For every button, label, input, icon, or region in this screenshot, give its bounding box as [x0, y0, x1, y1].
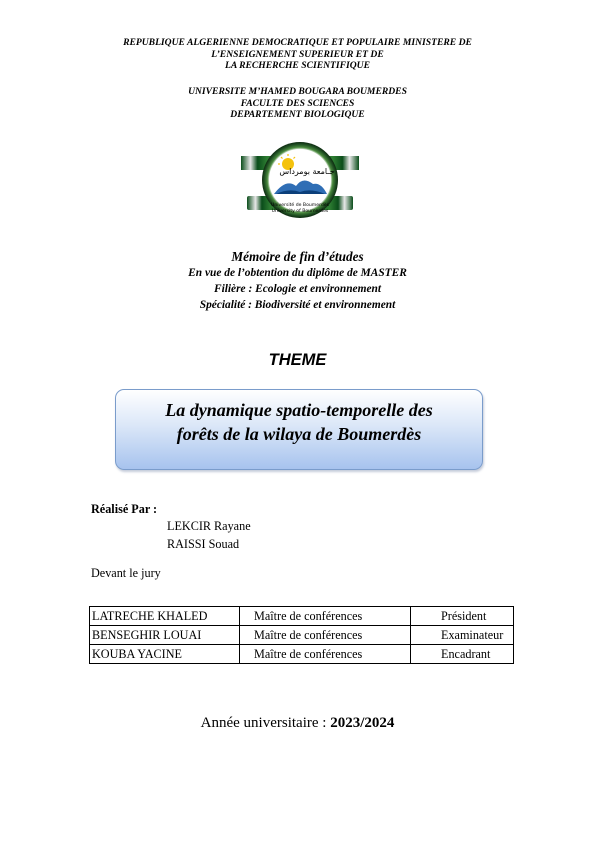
ministry-header: [0, 37, 595, 72]
university-emblem-icon: [241, 138, 359, 230]
university-header: [0, 86, 595, 121]
university-line: UNIVERSITE M’HAMED BOUGARA BOUMERDES: [188, 86, 407, 97]
jury-member-name: BENSEGHIR LOUAI: [90, 626, 240, 645]
logo-caption-line2: University of Boumerdes: [271, 209, 329, 214]
table-row: [90, 645, 514, 664]
jury-member-name: KOUBA YACINE: [90, 645, 240, 664]
thesis-title-box: [115, 389, 483, 470]
author-name: LEKCIR Rayane: [167, 519, 251, 533]
memoire-block: [0, 249, 595, 313]
ministry-line: REPUBLIQUE ALGERIENNE DEMOCRATIQUE ET POPULAIRE MINISTERE DE: [123, 37, 472, 48]
table-row: [90, 607, 514, 626]
jury-member-grade: Maître de conférences: [240, 607, 411, 626]
logo-arabic-text: جـامعة بومرداس: [279, 167, 335, 176]
jury-member-role: Encadrant: [411, 645, 514, 664]
ministry-line: LA RECHERCHE SCIENTIFIQUE: [224, 60, 371, 71]
thesis-title-line: La dynamique spatio-temporelle des: [165, 400, 433, 420]
author-name: RAISSI Souad: [167, 537, 240, 551]
jury-member-role: Président: [411, 607, 514, 626]
jury-member-role: Examinateur: [411, 626, 514, 645]
university-line: DEPARTEMENT BIOLOGIQUE: [230, 109, 365, 120]
theme-heading: THEME: [268, 351, 327, 369]
logo-caption-line1: Université de Boumerdès: [270, 203, 330, 208]
memoire-title: Mémoire de fin d’études: [231, 249, 364, 264]
thesis-title-line: forêts de la wilaya de Boumerdès: [176, 424, 422, 444]
academic-year-value: 2023/2024: [330, 715, 395, 731]
university-line: FACULTE DES SCIENCES: [240, 97, 355, 109]
jury-table: [89, 606, 514, 664]
jury-member-grade: Maître de conférences: [240, 645, 411, 664]
memoire-line: En vue de l’obtention du diplôme de MASTER: [188, 267, 407, 279]
authors-label: Réalisé Par :: [91, 502, 158, 516]
memoire-line: Spécialité : Biodiversité et environnement: [199, 299, 396, 311]
jury-member-name: LATRECHE KHALED: [90, 607, 240, 626]
academic-year: [0, 715, 595, 732]
memoire-line: Filière : Ecologie et environnement: [213, 283, 382, 295]
jury-member-grade: Maître de conférences: [240, 626, 411, 645]
table-row: [90, 626, 514, 645]
academic-year-label: Année universitaire :: [200, 715, 327, 731]
jury-label: Devant le jury: [91, 566, 161, 580]
ministry-line: L’ENSEIGNEMENT SUPERIEUR ET DE: [211, 48, 384, 60]
